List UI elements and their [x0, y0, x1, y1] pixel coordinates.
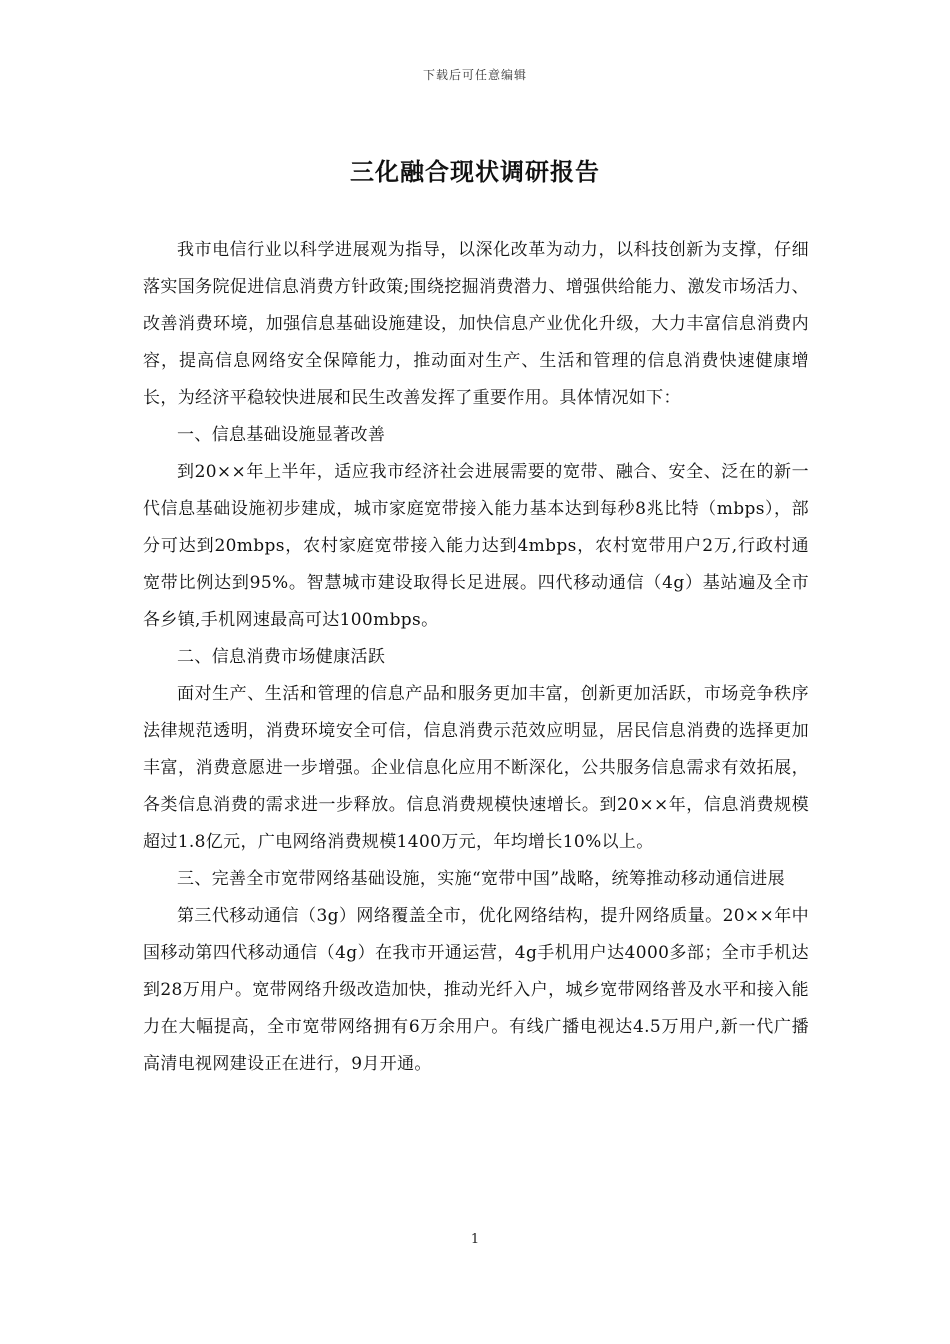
- paragraph-section-3: 第三代移动通信（3g）网络覆盖全市，优化网络结构，提升网络质量。20××年中国移动第四代移动通信（4g）在我市开通运营，4g手机用户达4000多部；全市手机达到28万用户。宽带网络升级改造加快，推动光纤入户，城乡宽带网络普及水平和接入能力在大幅提高，全市宽带网络拥有6万余用户。有线广播电视达4.5万用户,新一代广播高清电视网建设正在进行，9月开通。: [143, 906, 809, 1074]
- page-number: 1: [470, 1232, 480, 1247]
- paragraph-section-1: 到20××年上半年，适应我市经济社会进展需要的宽带、融合、安全、泛在的新一代信息基础设施初步建成，城市家庭宽带接入能力基本达到每秒8兆比特（mbps），部分可达到20mbps，农村家庭宽带接入能力达到4mbps，农村宽带用户2万,行政村通宽带比例达到95%。智慧城市建设取得长足进展。四代移动通信（4g）基站遍及全市各乡镇,手机网速最高可达100mbps。: [143, 462, 809, 630]
- paragraph-section-2: 面对生产、生活和管理的信息产品和服务更加丰富，创新更加活跃，市场竞争秩序法律规范透明，消费环境安全可信，信息消费示范效应明显，居民信息消费的选择更加丰富，消费意愿进一步增强。企业信息化应用不断深化，公共服务信息需求有效拓展，各类信息消费的需求进一步释放。信息消费规模快速增长。到20××年，信息消费规模超过1.8亿元，广电网络消费规模1400万元，年均增长10%以上。: [143, 684, 809, 852]
- section-heading-2: 二、信息消费市场健康活跃: [177, 647, 386, 667]
- section-heading-3: 三、完善全市宽带网络基础设施，实施“宽带中国”战略，统筹推动移动通信进展: [177, 869, 785, 889]
- section-heading-1: 一、信息基础设施显著改善: [177, 425, 386, 445]
- header-note: 下载后可任意编辑: [422, 68, 527, 82]
- document-title: 三化融合现状调研报告: [350, 157, 600, 186]
- paragraph-intro: 我市电信行业以科学进展观为指导，以深化改革为动力，以科技创新为支撑，仔细落实国务院促进信息消费方针政策;围绕挖掘消费潜力、增强供给能力、激发市场活力、改善消费环境，加强信息基础设施建设，加快信息产业优化升级，大力丰富信息消费内容，提高信息网络安全保障能力，推动面对生产、生活和管理的信息消费快速健康增长，为经济平稳较快进展和民生改善发挥了重要作用。具体情况如下：: [143, 240, 809, 408]
- document-body: [143, 232, 809, 1083]
